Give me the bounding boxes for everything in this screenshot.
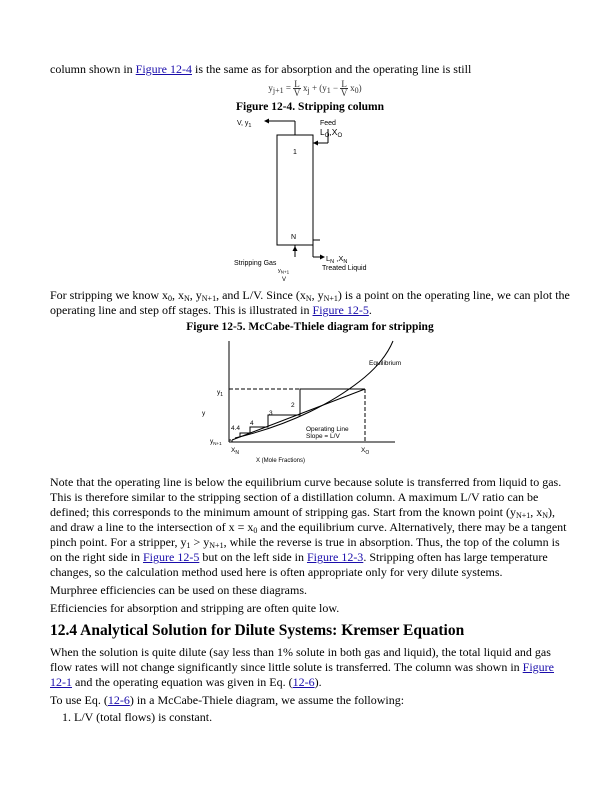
vapor-arrow-head: [264, 119, 269, 124]
stage-label-2: 2: [291, 402, 295, 409]
figure-12-5-caption: Figure 12-5. McCabe-Thiele diagram for stripping: [186, 321, 434, 333]
figure-12-5-link-2[interactable]: Figure 12-5: [143, 550, 200, 564]
svg-text:y1: $y_1$: [217, 389, 224, 398]
intro-paragraph: column shown in Figure 12-4 is the same as for absorption and the operating line is still: [50, 62, 472, 76]
svg-text:yN+1: $y_{N+1}$: [278, 268, 290, 275]
svg-text:LN ,XN: $L_N$ $,X_N$: [326, 254, 348, 265]
operating-line-label: Operating Line: [306, 426, 349, 433]
gas-arrow-head: [293, 246, 298, 251]
section-heading: 12.4 Analytical Solution for Dilute Systems: Kremser Equation: [50, 622, 465, 639]
mccabe-thiele-diagram: [50, 337, 570, 467]
figure-12-3-link[interactable]: Figure 12-3: [306, 550, 364, 564]
eq-12-6-link[interactable]: 12-6: [292, 675, 315, 689]
x-axis-label: X (Mole Fractions): [256, 458, 306, 464]
liquid-arrow-head: [320, 255, 325, 260]
treated-liquid-label: Treated Liquid: [322, 265, 367, 272]
assumptions-list: [50, 710, 570, 725]
figure-12-4-caption: Figure 12-4. Stripping column: [235, 101, 385, 113]
eq-12-6-link-2[interactable]: 12-6: [107, 693, 130, 707]
murphree-paragraph: Murphree efficiencies can be used on these diagrams.: [50, 583, 308, 597]
equilibrium-label: Equilibrium: [369, 360, 402, 367]
efficiencies-paragraph: Efficiencies for absorption and stripping are often quite low.: [50, 601, 340, 615]
svg-text:XO: $X_O$: [361, 447, 370, 456]
svg-text:V: V: [282, 277, 287, 283]
figure-12-5-link[interactable]: Figure 12-5: [312, 303, 369, 317]
figure-12-4-link[interactable]: Figure 12-4: [135, 62, 192, 76]
svg-text:yN+1: $y_{N+1}$: [210, 438, 222, 446]
stage-label-4: 4: [250, 420, 254, 427]
list-item: 1. L/V (total flows) is constant.: [74, 710, 570, 725]
figure-12-1-link[interactable]: Figure 12-1: [50, 660, 555, 689]
y-axis-label: y: [202, 410, 206, 417]
vapor-out-label: V, $y_1$: [237, 120, 252, 129]
dilute-paragraph: When the solution is quite dilute (say less than 1% solute in both gas and liquid), the total liquid and gas flow rates will not change significantly since little solute is transferred. The column was shown in Figure 12-1 and the operating equation was given in Eq. (12-6).: [50, 645, 555, 689]
note-paragraph: Note that the operating line is below the equilibrium curve because solute is transferred from liquid to gas. This is therefore similar to the stripping section of a distillation column. A maximum L/V ratio can be defined; this corresponds to the minimum amount of stripping gas. Start from the known point ($y_{N+1}$, $x_N$), and draw a line to the intersection of $x = x_0$ and the equilibrium curve. Alternatively, there may be a tangent pinch point. For a stripper, $y_1 > y_{N+1}$, while the reverse is true in absorption. Thus, the top of the column is on the right side in Figure 12-5 but on the left side in Figure 12-3. Stripping often has large temperature changes, so the calculation method used here is often appropriate only for very dilute systems.: [50, 475, 567, 579]
stripping-column-figure: [50, 115, 570, 283]
to-use-paragraph: To use Eq. (12-6) in a McCabe-Thiele diagram, we assume the following:: [50, 693, 405, 707]
feed-label: Feed: [320, 120, 336, 127]
stage-label-4-4: 4.4: [231, 425, 241, 432]
stripping-gas-label: Stripping Gas: [234, 260, 277, 267]
svg-text:LO,XO: $L_O,X_O$: [320, 127, 343, 139]
operating-line-equation: $y_{j+1}$ = $\frac{L}{V}$ $x_j + (y_1$ − $\frac{L}{V}$ $x_0$): [268, 79, 362, 99]
stripping-paragraph: For stripping we know $x_0$, $x_N$, $y_{N+1}$, and L/V. Since ($x_N$, $y_{N+1}$) is a point on the operating line, we can plot the operating line and step off stages. This is illustrated in Figure 12-5.: [50, 288, 570, 317]
stage-bottom-label: N: [291, 234, 297, 241]
stage-top-label: 1: [293, 149, 297, 156]
feed-arrow-head: [313, 141, 318, 146]
page-content: [50, 62, 570, 725]
slope-label: Slope = L/V: [306, 433, 340, 440]
svg-text:XN: $X_N$: [231, 447, 239, 456]
stage-label-3: 3: [269, 410, 273, 417]
